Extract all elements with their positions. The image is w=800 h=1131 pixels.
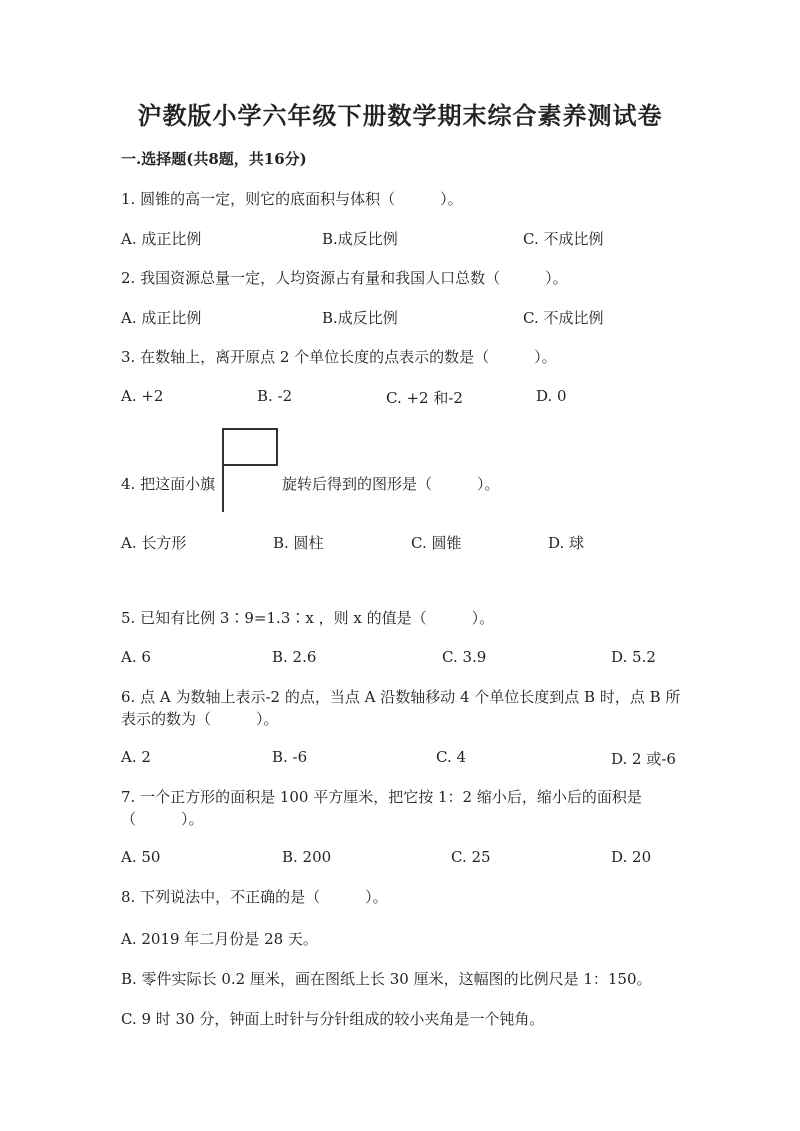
q7-option-c[interactable]: C. 25 xyxy=(451,848,491,866)
q4-option-c[interactable]: C. 圆锥 xyxy=(411,534,462,552)
question-7: 7. 一个正方形的面积是 100 平方厘米，把它按 1：2 缩小后，缩小后的面积是（ ）。 xyxy=(121,788,642,828)
question-4-prefix: 4. 把这面小旗 xyxy=(121,475,216,493)
q6-option-b[interactable]: B. -6 xyxy=(272,748,308,766)
q5-option-c[interactable]: C. 3.9 xyxy=(442,648,487,666)
question-8: 8. 下列说法中，不正确的是（ ）。 xyxy=(121,888,388,906)
question-6: 6. 点 A 为数轴上表示-2 的点，当点 A 沿数轴移动 4 个单位长度到点 B 时，点 B 所表示的数为（ ）。 xyxy=(121,688,681,728)
q5-option-d[interactable]: D. 5.2 xyxy=(611,648,656,666)
q3-option-c[interactable]: C. +2 和-2 xyxy=(386,389,463,407)
q2-option-a[interactable]: A. 成正比例 xyxy=(121,309,202,327)
q4-option-d[interactable]: D. 球 xyxy=(548,534,585,552)
q8-option-a[interactable]: A. 2019 年二月份是 28 天。 xyxy=(121,930,318,948)
q7-option-b[interactable]: B. 200 xyxy=(282,848,332,866)
q3-option-d[interactable]: D. 0 xyxy=(536,387,567,405)
page-title: 沪教版小学六年级下册数学期末综合素养测试卷 xyxy=(137,101,663,130)
q1-option-a[interactable]: A. 成正比例 xyxy=(121,230,202,248)
question-5: 5. 已知有比例 3∶9=1.3∶x ，则 x 的值是（ ）。 xyxy=(121,609,495,627)
q4-option-b[interactable]: B. 圆柱 xyxy=(273,534,324,552)
q3-option-b[interactable]: B. -2 xyxy=(257,387,293,405)
q8-option-c[interactable]: C. 9 时 30 分，钟面上时针与分针组成的较小夹角是一个钝角。 xyxy=(121,1010,545,1028)
q5-option-a[interactable]: A. 6 xyxy=(121,648,151,666)
flag-figure xyxy=(221,428,283,512)
question-1: 1. 圆锥的高一定，则它的底面积与体积（ ）。 xyxy=(121,190,463,208)
q3-option-a[interactable]: A. +2 xyxy=(121,387,164,405)
q8-option-b[interactable]: B. 零件实际长 0.2 厘米，画在图纸上长 30 厘米，这幅图的比例尺是 1：150。 xyxy=(121,970,652,988)
q7-option-d[interactable]: D. 20 xyxy=(611,848,652,866)
q6-option-c[interactable]: C. 4 xyxy=(436,748,467,766)
question-2: 2. 我国资源总量一定，人均资源占有量和我国人口总数（ ）。 xyxy=(121,269,568,287)
section-heading: 一.选择题(共8题，共16分) xyxy=(121,150,307,168)
question-4-suffix: 旋转后得到的图形是（ ）。 xyxy=(282,475,500,493)
q2-option-b[interactable]: B.成反比例 xyxy=(322,309,398,327)
q1-option-c[interactable]: C. 不成比例 xyxy=(523,230,604,248)
q7-option-a[interactable]: A. 50 xyxy=(121,848,161,866)
q4-option-a[interactable]: A. 长方形 xyxy=(121,534,187,552)
question-3: 3. 在数轴上，离开原点 2 个单位长度的点表示的数是（ ）。 xyxy=(121,348,557,366)
q1-option-b[interactable]: B.成反比例 xyxy=(322,230,398,248)
q6-option-d[interactable]: D. 2 或-6 xyxy=(611,750,676,768)
q5-option-b[interactable]: B. 2.6 xyxy=(272,648,317,666)
q2-option-c[interactable]: C. 不成比例 xyxy=(523,309,604,327)
q6-option-a[interactable]: A. 2 xyxy=(121,748,151,766)
